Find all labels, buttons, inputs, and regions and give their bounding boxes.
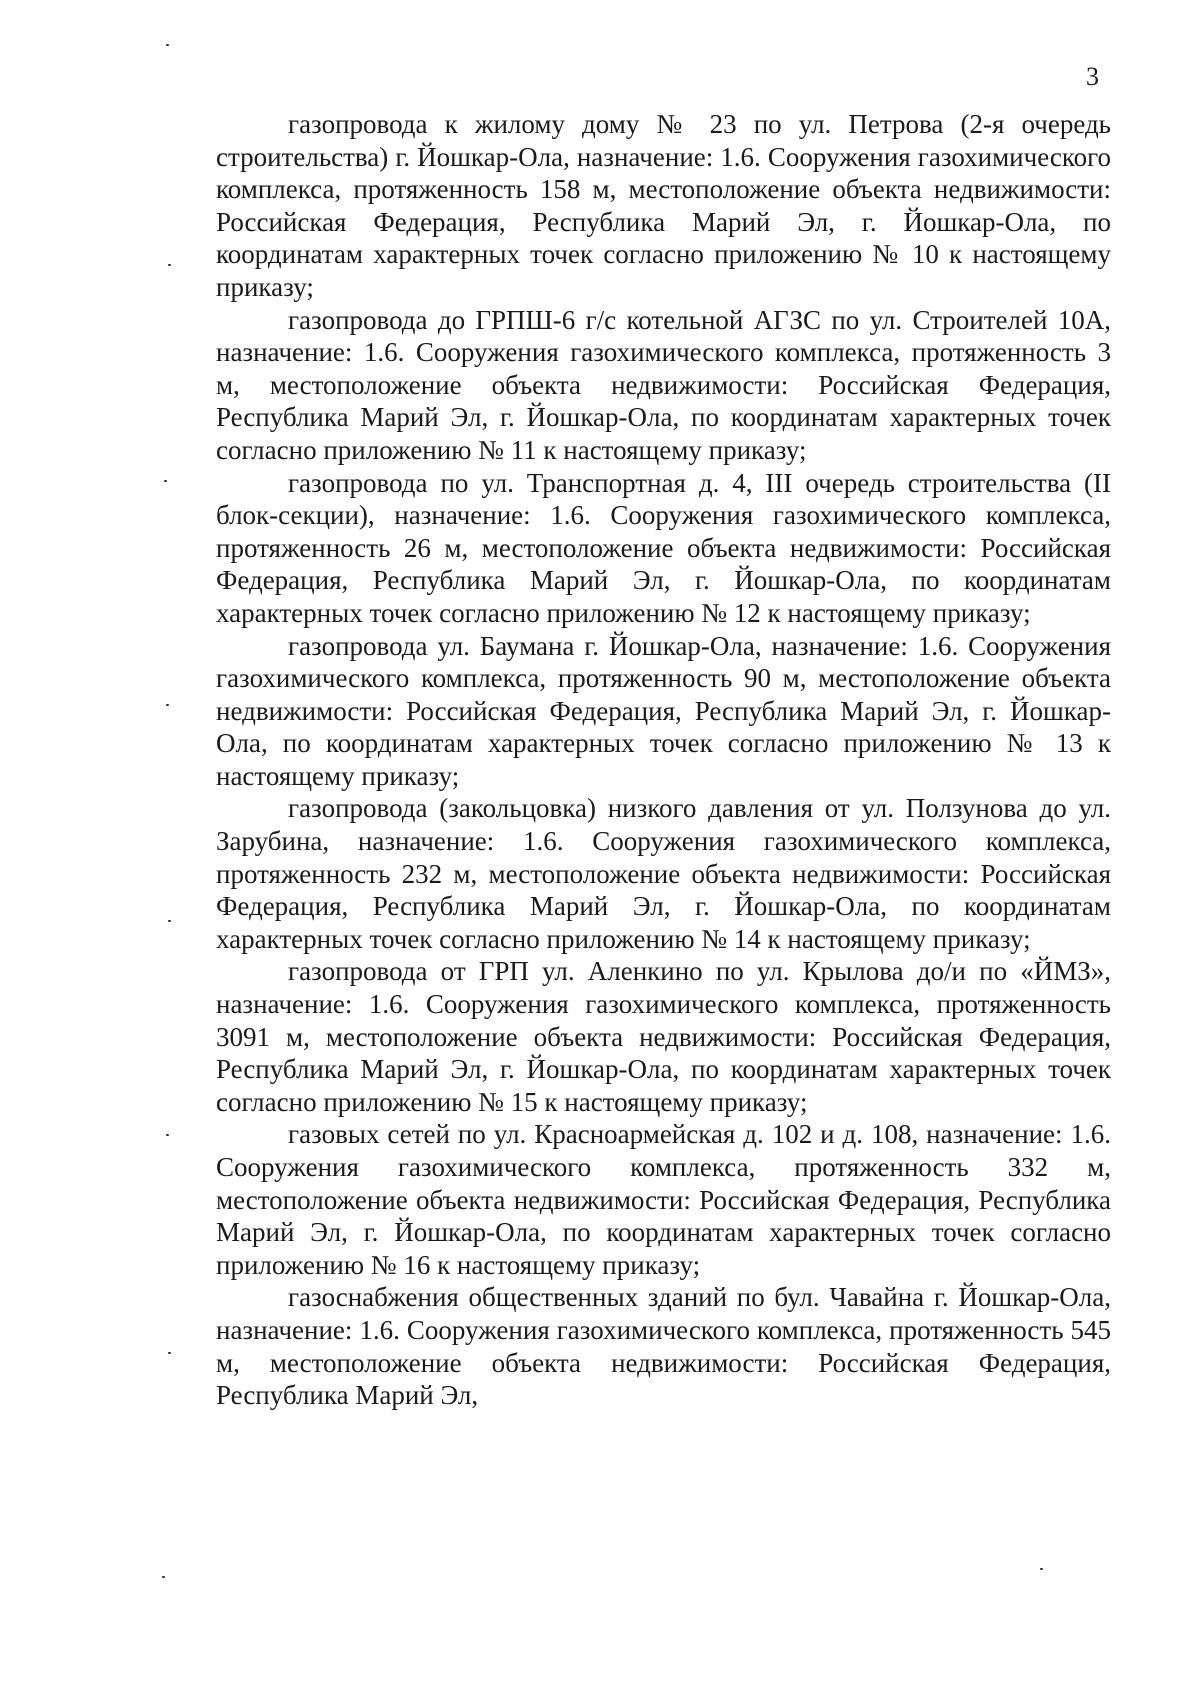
- scan-speck: [168, 264, 171, 266]
- paragraph-appendix-12: газопровода по ул. Транспортная д. 4, III очередь строительства (II блок-секции), назначение: 1.6. Сооружения газохимического комплекса, протяженность 26 м, местоположение объекта недвижимости: Российская Федерация, Республика Марий Эл, г. Йошкар-Ола, по координатам характерных точек согласно приложению № 12 к настоящему приказу;: [216, 467, 1111, 628]
- paragraph-appendix-15: газопровода от ГРП ул. Аленкино по ул. Крылова до/и по «ЙМЗ», назначение: 1.6. Сооружения газохимического комплекса, протяженность 3091 м, местоположение объекта недвижимости: Российская Федерация, Республика Марий Эл, г. Йошкар-Ола, по координатам характерных точек согласно приложению № 15 к настоящему приказу;: [216, 956, 1111, 1117]
- page-number: 3: [1086, 62, 1099, 91]
- scan-speck: [166, 704, 169, 706]
- scan-speck: [1040, 1568, 1043, 1570]
- paragraph-appendix-14: газопровода (закольцовка) низкого давления от ул. Ползунова до ул. Зарубина, назначение: 1.6. Сооружения газохимического комплекса, протяженность 232 м, местоположение объекта недвижимости: Российская Федерация, Республика Марий Эл, г. Йошкар-Ола, по координатам характерных точек согласно приложению № 14 к настоящему приказу;: [216, 793, 1111, 954]
- scan-speck: [168, 1352, 171, 1354]
- paragraph-chavaina: газоснабжения общественных зданий по бул. Чавайна г. Йошкар-Ола, назначение: 1.6. Сооружения газохимического комплекса, протяженность 545 м, местоположение объекта недвижимости: Российская Федерация, Республика Марий Эл,: [216, 1282, 1111, 1411]
- scan-speck: [162, 1576, 165, 1578]
- paragraph-appendix-10: газопровода к жилому дому № 23 по ул. Петрова (2-я очередь строительства) г. Йошкар-Ола, назначение: 1.6. Сооружения газохимического комплекса, протяженность 158 м, местоположение объекта недвижимости: Российская Федерация, Республика Марий Эл, г. Йошкар-Ола, по координатам характерных точек согласно приложению № 10 к настоящему приказу;: [216, 109, 1111, 302]
- paragraph-appendix-16: газовых сетей по ул. Красноармейская д. 102 и д. 108, назначение: 1.6. Сооружения газохимического комплекса, протяженность 332 м, местоположение объекта недвижимости: Российская Федерация, Республика Марий Эл, г. Йошкар-Ола, по координатам характерных точек согласно приложению № 16 к настоящему приказу;: [216, 1119, 1111, 1280]
- paragraph-appendix-13: газопровода ул. Баумана г. Йошкар-Ола, назначение: 1.6. Сооружения газохимического комплекса, протяженность 90 м, местоположение объекта недвижимости: Российская Федерация, Республика Марий Эл, г. Йошкар-Ола, по координатам характерных точек согласно приложению № 13 к настоящему приказу;: [216, 630, 1111, 791]
- document-body: [216, 108, 1111, 1412]
- scan-speck: [166, 44, 169, 46]
- scan-speck: [166, 1134, 169, 1136]
- scan-speck: [164, 480, 167, 482]
- scan-speck: [168, 920, 171, 922]
- paragraph-appendix-11: газопровода до ГРПШ-6 г/с котельной АГЗС по ул. Строителей 10А, назначение: 1.6. Сооружения газохимического комплекса, протяженность 3 м, местоположение объекта недвижимости: Российская Федерация, Республика Марий Эл, г. Йошкар-Ола, по координатам характерных точек согласно приложению № 11 к настоящему приказу;: [216, 304, 1111, 465]
